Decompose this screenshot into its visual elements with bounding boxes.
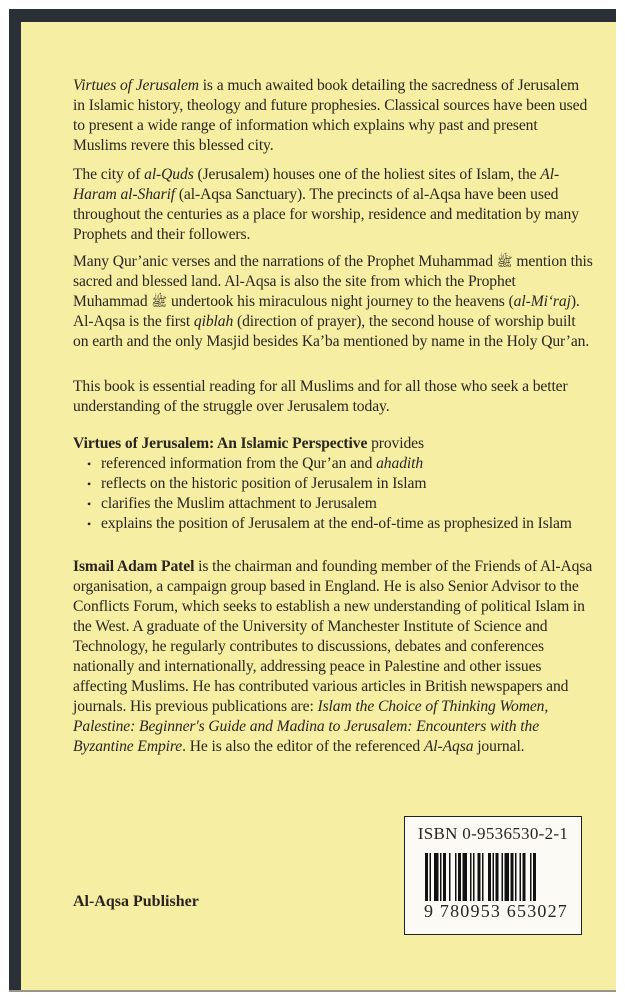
isbn-barcode-box [404, 816, 582, 935]
term-al-quds: al-Quds [144, 166, 194, 183]
feature-list [73, 454, 593, 534]
feature-text: reflects on the historic position of Jerusalem in Islam [101, 475, 427, 492]
paragraph-text: (al-Aqsa Sanctuary). The precincts of al-Aqsa have been used throughout the centuries as a place for worship, residence and meditation by many Prophets and their followers. [73, 186, 579, 243]
paragraph-text: undertook his miraculous night journey to the heavens ( [167, 293, 514, 310]
paragraph-text: ). Al-Aqsa is the first [73, 293, 580, 330]
journal-name: Al-Aqsa [423, 738, 474, 755]
cover-top-edge [9, 9, 616, 22]
paragraph-text: provides [367, 435, 424, 452]
feature-item [87, 454, 593, 474]
feature-item [87, 514, 593, 534]
salutation-icon: ﷺ [151, 294, 168, 309]
blurb-paragraph-1 [73, 76, 593, 156]
book-title-italic: Virtues of Jerusalem [73, 77, 199, 94]
book-title-bold: Virtues of Jerusalem: An Islamic Perspective [73, 435, 368, 452]
paragraph-text: journal. [473, 738, 525, 755]
author-name: Ismail Adam Patel [73, 558, 195, 575]
paragraph-text: This book is essential reading for all Muslims and for all those who seek a better understanding of the struggle over Jerusalem today. [73, 378, 568, 415]
cover-spine-edge [9, 9, 21, 990]
previous-publications: Islam the Choice of Thinking Women, Palestine: Beginner's Guide and Madina to Jerusalem: Encounters with the Byzantine Empire [73, 698, 549, 755]
feature-item [87, 474, 593, 494]
paragraph-text: . He is also the editor of the referenced [182, 738, 424, 755]
term-al-haram: Al-Haram al-Sharif [73, 166, 560, 203]
paragraph-text: (direction of prayer), the second house of worship built on earth and the only Masjid besides Ka’ba mentioned by name in the Holy Qur’an. [73, 313, 590, 350]
salutation-icon: ﷺ [496, 254, 513, 269]
paragraph-text: (Jerusalem) houses one of the holiest sites of Islam, the [193, 166, 541, 183]
paragraph-text: Many Qur’anic verses and the narrations of the Prophet Muhammad [73, 253, 497, 270]
blurb-paragraph-2 [73, 165, 593, 245]
feature-text: referenced information from the Qur’an and [101, 455, 377, 472]
feature-item [87, 494, 593, 514]
publisher-name: Al-Aqsa Publisher [73, 893, 199, 910]
paragraph-text: is a much awaited book detailing the sacredness of Jerusalem in Islamic history, theology and future prophesies. Classical sources have been used to present a wide range of information which explains why past and present Muslims revere this blessed city. [73, 77, 588, 154]
blurb-paragraph-4 [73, 377, 593, 417]
blurb-features [73, 434, 593, 534]
paragraph-text: mention this sacred and blessed land. Al-Aqsa is also the site from which the Prophet Muhammad [73, 253, 593, 310]
barcode-digits: 9 780953 653027 [424, 901, 568, 921]
term-al-miraj: al-Mi‘raj [513, 293, 571, 310]
term-ahadith: ahadith [376, 455, 424, 472]
paragraph-text: is the chairman and founding member of the Friends of Al-Aqsa organisation, a campaign group based in England. He is also Senior Advisor to the Conflicts Forum, which seeks to establish a new understanding of political Islam in the West. A graduate of the University of Manchester Institute of Science and Technology, he regularly contributes to discussions, debates and conferences nationally and internationally, addressing peace in Palestine and other issues affecting Muslims. He has contributed various articles in British newspapers and journals. His previous publications are: [73, 558, 593, 715]
feature-text: explains the position of Jerusalem at the end-of-time as prophesized in Islam [101, 515, 572, 532]
term-qiblah: qiblah [193, 313, 234, 330]
feature-text: clarifies the Muslim attachment to Jerusalem [101, 495, 377, 512]
author-bio [73, 557, 593, 757]
blurb-paragraph-3 [73, 252, 593, 352]
isbn-label: ISBN 0-9536530-2-1 [417, 824, 569, 843]
paragraph-text: The city of [73, 166, 145, 183]
